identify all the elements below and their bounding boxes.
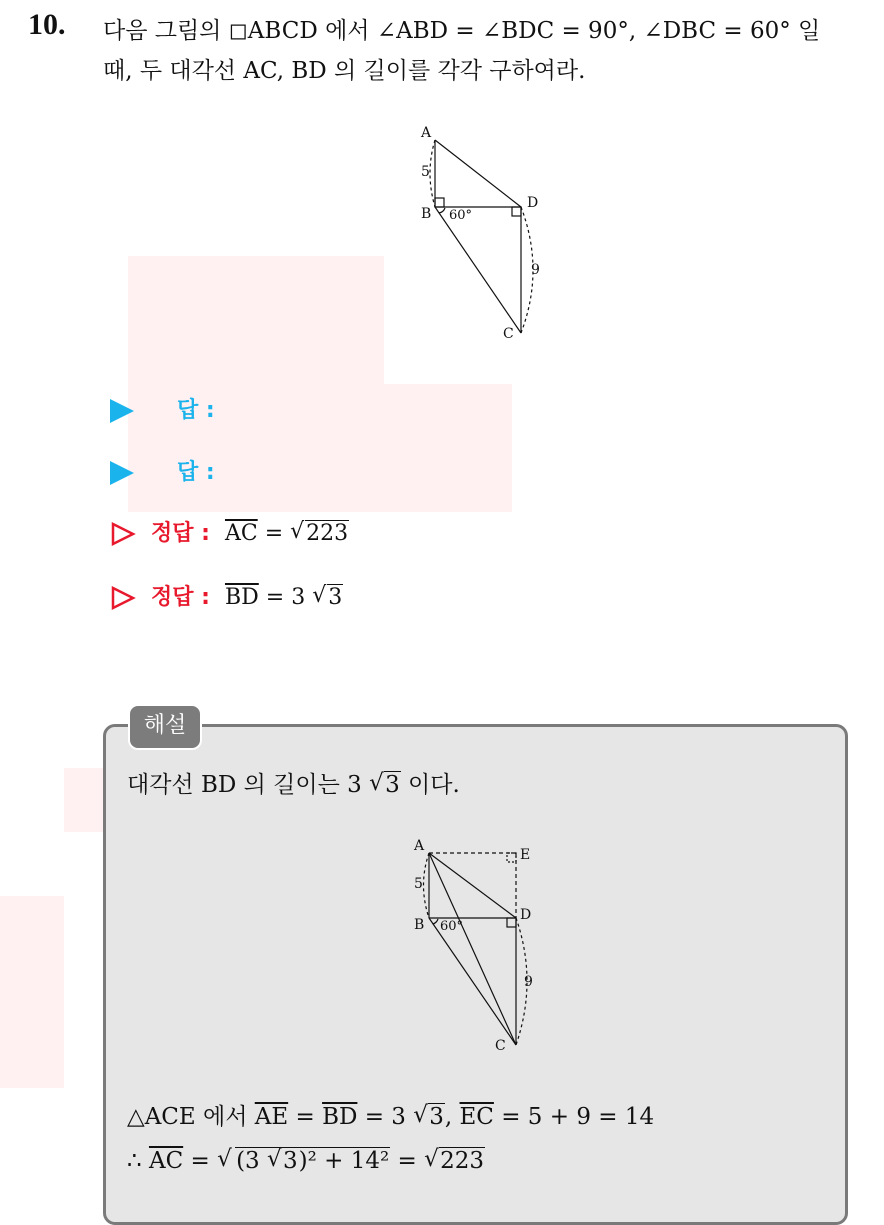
equals-sign: = [390,1148,425,1174]
correct-label: 정답 : [151,585,210,610]
segment-bd: $\overline{BD}$ [322,1104,358,1130]
quadrilateral-figure [405,120,555,350]
correct-answer-row-2 [110,580,343,611]
radicand: 223 [440,1148,485,1174]
solution-text: 대각선 BD 의 길이는 3 [127,772,370,798]
length-label-ab: 5 [414,876,423,892]
radicand [235,1147,390,1174]
play-triangle-icon [110,399,134,423]
angle-label: 60° [449,208,473,223]
solution-text: 이다. [400,772,460,798]
vertex-label-c: C [503,326,514,342]
sqrt-expression [312,585,343,610]
segment-bd: $\overline{BD}$ [224,585,259,610]
solution-line-1 [127,766,460,799]
vertex-label-d: D [520,907,532,923]
segment-ec: $\overline{EC}$ [459,1104,494,1130]
solution-text: = 5 + 9 = 14 [493,1104,655,1130]
question-line-2: 때, 두 대각선 AC, BD 의 길이를 각각 구하여라. [103,58,586,84]
answer-row-2 [110,455,215,486]
angle-label: 60° [440,919,464,934]
answer-row-1 [110,393,215,424]
radicand: 3 [283,1148,298,1174]
sqrt-expression-large [217,1148,390,1174]
background-artifact [384,384,512,512]
equals-sign: = [183,1148,218,1174]
length-label-dc: 9 [524,974,533,990]
sqrt-expression [290,521,349,546]
length-label-dc: 9 [531,262,540,278]
vertex-label-b: B [414,917,425,933]
solution-figure [400,835,550,1060]
vertex-label-a: A [414,838,425,854]
therefore-symbol: ∴ [127,1148,149,1174]
outline-triangle-icon [110,585,136,611]
radicand: 3 [328,585,343,610]
sqrt-expression [413,1104,445,1130]
solution-tab: 해설 [128,704,202,750]
radicand: 3 [385,772,400,798]
solution-line-2 [127,1098,654,1131]
radicand: 3 [429,1104,444,1130]
vertex-label-a: A [421,125,432,141]
answer-label: 답 : [177,398,215,423]
sqrt-expression [369,772,401,798]
equals-coef: = 3 [258,585,313,610]
segment-ae: $\overline{AE}$ [254,1104,289,1130]
play-triangle-icon [110,461,134,485]
solution-text: △ACE 에서 [127,1104,255,1130]
background-artifact [0,896,64,1088]
vertex-label-b: B [421,206,432,222]
equals-sign: = [257,521,291,546]
solution-text: , [444,1104,460,1130]
segment-ac: $\overline{AC}$ [148,1148,184,1174]
radicand-part: )² + 14² [298,1148,390,1174]
background-artifact [64,768,104,832]
vertex-label-d: D [527,195,539,211]
sqrt-expression [267,1148,299,1174]
radicand-part: (3 [236,1148,267,1174]
solution-line-3 [127,1148,485,1174]
vertex-label-e: E [520,847,531,863]
answer-label: 답 : [177,460,215,485]
correct-label: 정답 : [151,521,210,546]
vertex-label-c: C [495,1038,506,1054]
solution-text: = 3 [357,1104,414,1130]
question-line-1: 다음 그림의 ◻ABCD 에서 ∠ABD = ∠BDC = 90°, ∠DBC = 60° 일 [103,18,821,44]
equals-sign: = [288,1104,323,1130]
question-number: 10. [28,8,66,41]
sqrt-expression [424,1148,485,1174]
correct-answer-row-1 [110,516,349,547]
outline-triangle-icon [110,521,136,547]
length-label-ab: 5 [421,164,430,180]
segment-ac: $\overline{AC}$ [224,521,258,546]
radicand: 223 [306,521,349,546]
